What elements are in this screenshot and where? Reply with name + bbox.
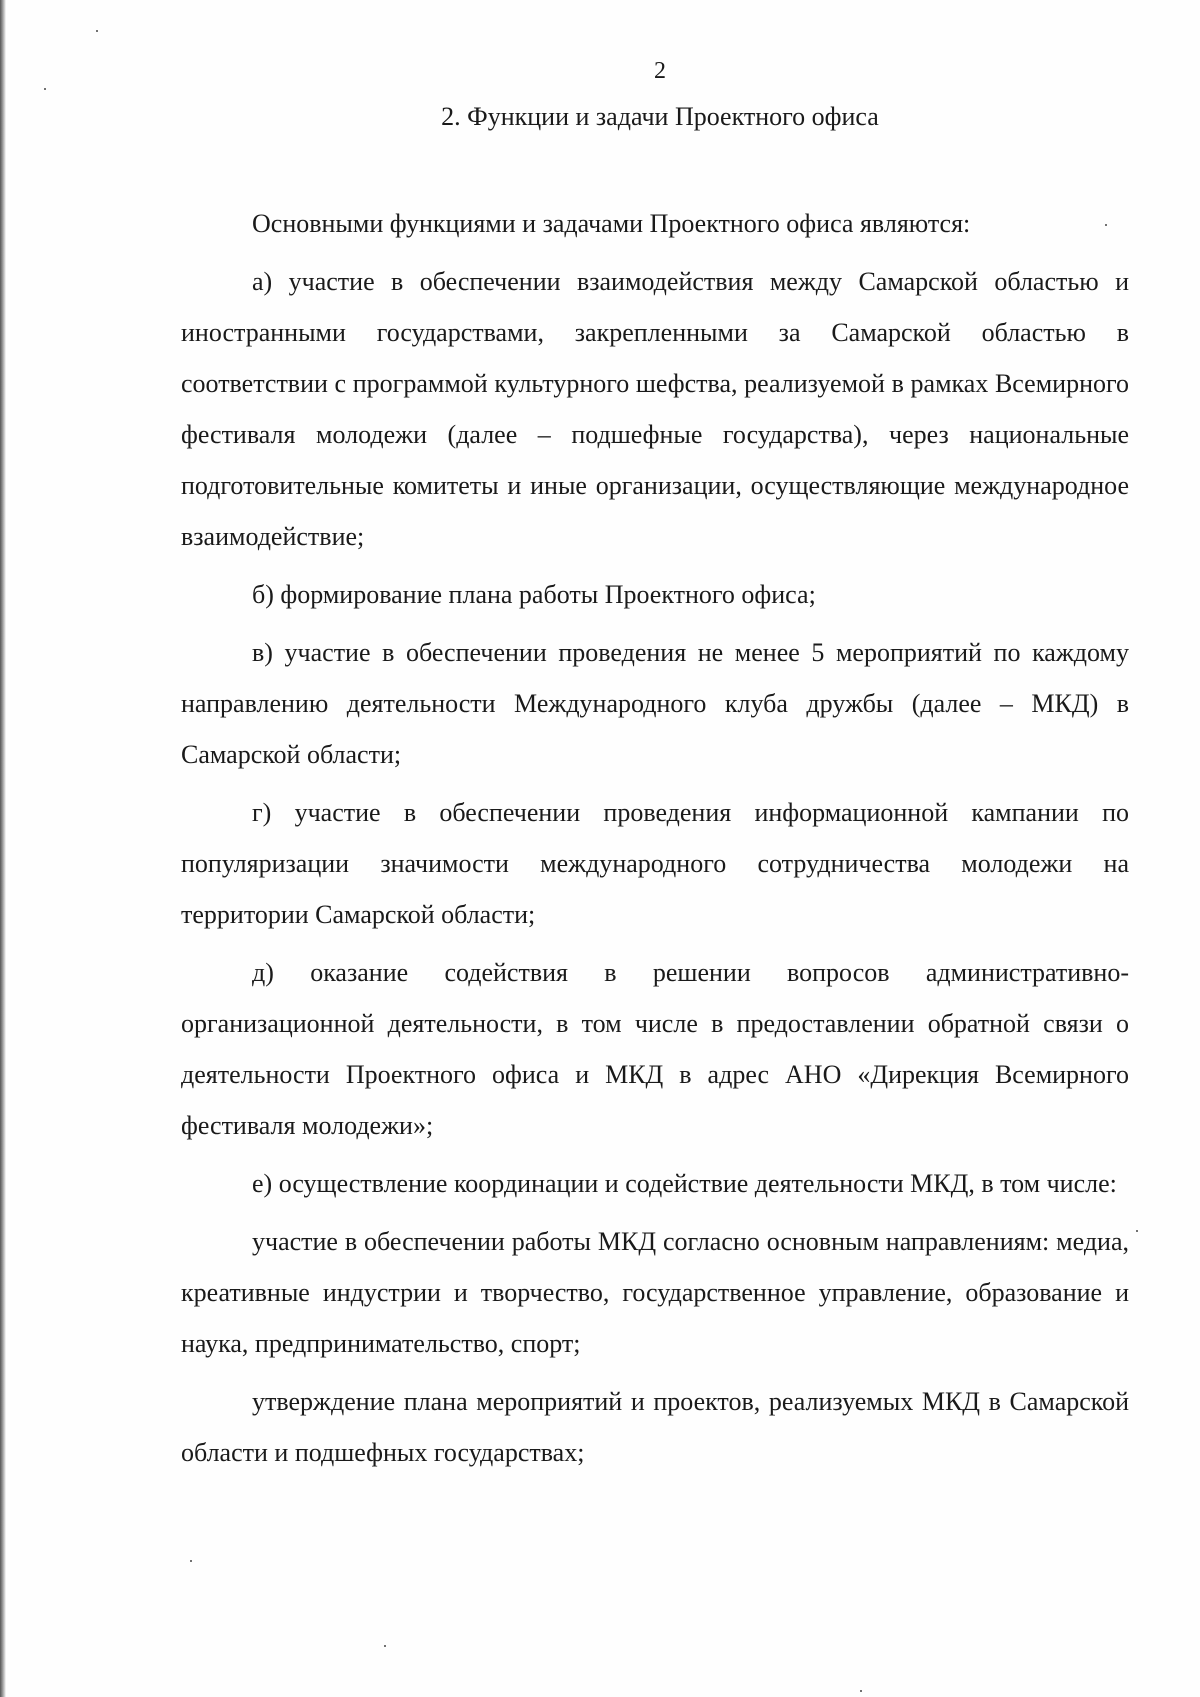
paragraph-d: д) оказание содействия в решении вопросов административно-организационной деятельности, в том числе в предоставлении обратной связи о деятельности Проектного офиса и МКД в адрес АНО «Дирекция Всемирного фестиваля молодежи»; xyxy=(181,958,1129,1140)
section-title: 2. Функции и задачи Проектного офиса xyxy=(441,102,879,131)
scan-speck xyxy=(1136,1230,1138,1232)
scan-speck xyxy=(1105,224,1107,226)
document-body xyxy=(181,198,1129,1485)
scan-speck xyxy=(96,30,98,32)
paragraph-e-item-2: утверждение плана мероприятий и проектов, реализуемых МКД в Самарской области и подшефных государствах; xyxy=(181,1387,1129,1467)
scan-speck xyxy=(860,1690,862,1692)
paragraph-g: г) участие в обеспечении проведения информационной кампании по популяризации значимости международного сотрудничества молодежи на территории Самарской области; xyxy=(181,798,1129,929)
paragraph-b: б) формирование плана работы Проектного офиса; xyxy=(252,580,816,609)
paragraph-a: а) участие в обеспечении взаимодействия между Самарской областью и иностранными государствами, закрепленными за Самарской областью в соответствии с программой культурного шефства, реализуемой в рамках Всемирного фестиваля молодежи (далее – подшефные государства), через национальные подготовительные комитеты и иные организации, осуществляющие международное взаимодействие; xyxy=(181,267,1129,551)
scan-speck xyxy=(190,1560,192,1562)
paragraph-e-item-1: участие в обеспечении работы МКД согласно основным направлениям: медиа, креативные индустрии и творчество, государственное управление, образование и наука, предпринимательство, спорт; xyxy=(181,1227,1129,1358)
page-number: 2 xyxy=(654,58,666,84)
paragraph-v: в) участие в обеспечении проведения не менее 5 мероприятий по каждому направлению деятельности Международного клуба дружбы (далее – МКД) в Самарской области; xyxy=(181,638,1129,769)
scan-speck xyxy=(44,88,46,90)
scan-edge-shadow xyxy=(0,0,6,1697)
scan-speck xyxy=(384,1645,386,1647)
paragraph-e: е) осуществление координации и содействие деятельности МКД, в том числе: xyxy=(252,1169,1117,1198)
paragraph-intro: Основными функциями и задачами Проектного офиса являются: xyxy=(252,209,971,238)
